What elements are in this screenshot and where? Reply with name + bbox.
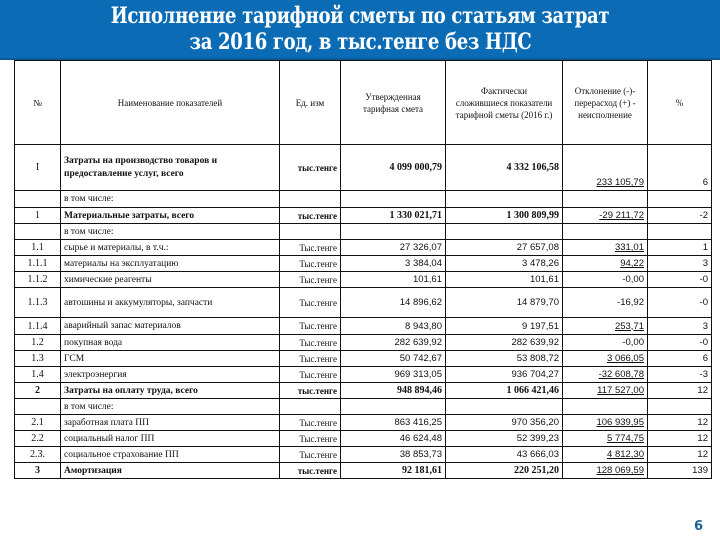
cell-fact: 9 197,51 xyxy=(446,318,563,335)
cell-num xyxy=(15,191,61,208)
title-band xyxy=(0,0,720,60)
table-row xyxy=(15,383,712,399)
cell-name: социальное страхование ПП xyxy=(61,447,280,463)
cell-deviation: 117 527,00 xyxy=(563,383,648,399)
cell-plan: 8 943,80 xyxy=(341,318,446,335)
cell-deviation: 128 069,59 xyxy=(563,463,648,479)
cell-name: автошины и аккумуляторы, запчасти xyxy=(61,288,280,318)
cell-name: Затраты на производство товаров и предоставление услуг, всего xyxy=(61,145,280,191)
cell-name: электроэнергия xyxy=(61,367,280,383)
table-row xyxy=(15,240,712,256)
cell-percent: -0 xyxy=(648,272,712,288)
header-plan: Утвержденная тарифная смета xyxy=(341,61,446,145)
header-num: № xyxy=(15,61,61,145)
table-row xyxy=(15,335,712,351)
table-row xyxy=(15,415,712,431)
cell-name: в том числе: xyxy=(61,191,280,208)
cell-fact xyxy=(446,191,563,208)
cell-percent: -0 xyxy=(648,335,712,351)
cell-fact: 1 300 809,99 xyxy=(446,208,563,224)
cell-unit xyxy=(280,399,341,415)
table-row xyxy=(15,463,712,479)
cell-unit: тыс.тенге xyxy=(280,145,341,191)
table-row xyxy=(15,367,712,383)
cell-num: 1.4 xyxy=(15,367,61,383)
cell-unit: Тыс.тенге xyxy=(280,447,341,463)
cell-name: Материальные затраты, всего xyxy=(61,208,280,224)
cell-unit: Тыс.тенге xyxy=(280,240,341,256)
cell-plan: 27 326,07 xyxy=(341,240,446,256)
cell-fact: 4 332 106,58 xyxy=(446,145,563,191)
cell-name: аварийный запас материалов xyxy=(61,318,280,335)
cell-num: 2 xyxy=(15,383,61,399)
cell-percent: 12 xyxy=(648,383,712,399)
cell-plan: 38 853,73 xyxy=(341,447,446,463)
cell-plan: 101,61 xyxy=(341,272,446,288)
cell-unit: тыс.тенге xyxy=(280,383,341,399)
cell-num: 1.2 xyxy=(15,335,61,351)
cell-name: заработная плата ПП xyxy=(61,415,280,431)
table-row xyxy=(15,256,712,272)
table-row xyxy=(15,399,712,415)
cell-num: 2.3. xyxy=(15,447,61,463)
cell-percent: -0 xyxy=(648,288,712,318)
cell-deviation xyxy=(563,399,648,415)
table-row xyxy=(15,145,712,191)
cell-fact xyxy=(446,224,563,240)
cell-fact: 53 808,72 xyxy=(446,351,563,367)
cell-plan: 46 624,48 xyxy=(341,431,446,447)
cell-name: социальный налог ПП xyxy=(61,431,280,447)
cell-unit: Тыс.тенге xyxy=(280,335,341,351)
cell-fact: 101,61 xyxy=(446,272,563,288)
cell-fact: 282 639,92 xyxy=(446,335,563,351)
cell-percent xyxy=(648,399,712,415)
cell-plan: 948 894,46 xyxy=(341,383,446,399)
cell-num: I xyxy=(15,145,61,191)
header-percent: % xyxy=(648,61,712,145)
cell-deviation: 4 812,30 xyxy=(563,447,648,463)
cell-num: 1.1.1 xyxy=(15,256,61,272)
cell-name: Амортизация xyxy=(61,463,280,479)
cell-name: Затраты на оплату труда, всего xyxy=(61,383,280,399)
cell-percent: 12 xyxy=(648,431,712,447)
cell-plan: 969 313,05 xyxy=(341,367,446,383)
cell-deviation: 253,71 xyxy=(563,318,648,335)
table-row xyxy=(15,191,712,208)
cell-plan xyxy=(341,399,446,415)
table-row xyxy=(15,351,712,367)
cell-deviation: 94,22 xyxy=(563,256,648,272)
cell-percent: 3 xyxy=(648,256,712,272)
table-row xyxy=(15,431,712,447)
cell-num: 1 xyxy=(15,208,61,224)
cell-percent: -3 xyxy=(648,367,712,383)
cell-deviation: -29 211,72 xyxy=(563,208,648,224)
cell-deviation: 331,01 xyxy=(563,240,648,256)
cell-name: сырье и материалы, в т.ч.: xyxy=(61,240,280,256)
cell-fact: 43 666,03 xyxy=(446,447,563,463)
cell-name: химические реагенты xyxy=(61,272,280,288)
table-row xyxy=(15,447,712,463)
cell-plan: 92 181,61 xyxy=(341,463,446,479)
cell-percent: 6 xyxy=(648,145,712,191)
cell-plan: 14 896,62 xyxy=(341,288,446,318)
table-row xyxy=(15,224,712,240)
cell-num: 2.1 xyxy=(15,415,61,431)
cell-fact: 27 657,08 xyxy=(446,240,563,256)
header-name: Наименование показателей xyxy=(61,61,280,145)
cell-unit: тыс.тенге xyxy=(280,208,341,224)
cell-deviation: 3 066,05 xyxy=(563,351,648,367)
cell-num: 1.1.2 xyxy=(15,272,61,288)
cell-unit: Тыс.тенге xyxy=(280,318,341,335)
table-row xyxy=(15,318,712,335)
cell-plan: 1 330 021,71 xyxy=(341,208,446,224)
cell-percent: 6 xyxy=(648,351,712,367)
cell-percent: -2 xyxy=(648,208,712,224)
cell-fact: 970 356,20 xyxy=(446,415,563,431)
cell-deviation xyxy=(563,191,648,208)
cell-percent: 3 xyxy=(648,318,712,335)
table-row xyxy=(15,208,712,224)
cell-fact: 1 066 421,46 xyxy=(446,383,563,399)
cell-deviation xyxy=(563,224,648,240)
header-deviation: Отклонение (-)- перерасход (+) - неисполнение xyxy=(563,61,648,145)
cell-deviation: 106 939,95 xyxy=(563,415,648,431)
cell-num xyxy=(15,224,61,240)
cell-fact: 52 399,23 xyxy=(446,431,563,447)
cell-num: 2.2 xyxy=(15,431,61,447)
cell-percent: 12 xyxy=(648,447,712,463)
cell-unit: Тыс.тенге xyxy=(280,415,341,431)
header-unit: Ед. изм xyxy=(280,61,341,145)
cell-num: 1.3 xyxy=(15,351,61,367)
page-title-line-1: Исполнение тарифной сметы по статьям затрат xyxy=(110,3,610,29)
cell-unit xyxy=(280,224,341,240)
table-row xyxy=(15,272,712,288)
cell-fact: 14 879,70 xyxy=(446,288,563,318)
cell-unit: тыс.тенге xyxy=(280,463,341,479)
cell-name: в том числе: xyxy=(61,224,280,240)
cell-plan: 50 742,67 xyxy=(341,351,446,367)
cell-fact: 220 251,20 xyxy=(446,463,563,479)
header-fact: Фактически сложившиеся показатели тарифной сметы (2016 г.) xyxy=(446,61,563,145)
cell-unit: Тыс.тенге xyxy=(280,256,341,272)
cell-num: 3 xyxy=(15,463,61,479)
cell-plan xyxy=(341,191,446,208)
cell-name: ГСМ xyxy=(61,351,280,367)
cell-fact: 936 704,27 xyxy=(446,367,563,383)
cell-num: 1.1 xyxy=(15,240,61,256)
cell-unit xyxy=(280,191,341,208)
cell-unit: Тыс.тенге xyxy=(280,431,341,447)
page-title-line-2: за 2016 год, в тыс.тенге без НДС xyxy=(189,29,531,55)
cell-unit: Тыс.тенге xyxy=(280,272,341,288)
cell-plan: 4 099 000,79 xyxy=(341,145,446,191)
cell-deviation: -16,92 xyxy=(563,288,648,318)
cell-unit: Тыс.тенге xyxy=(280,351,341,367)
cell-plan xyxy=(341,224,446,240)
cell-num xyxy=(15,399,61,415)
cell-num: 1.1.3 xyxy=(15,288,61,318)
table-row xyxy=(15,288,712,318)
cell-plan: 863 416,25 xyxy=(341,415,446,431)
cell-percent xyxy=(648,191,712,208)
cell-unit: Тыс.тенге xyxy=(280,288,341,318)
cell-plan: 282 639,92 xyxy=(341,335,446,351)
tariff-execution-table xyxy=(14,60,712,479)
cell-name: покупная вода xyxy=(61,335,280,351)
cell-unit: Тыс.тенге xyxy=(280,367,341,383)
cell-name: в том числе: xyxy=(61,399,280,415)
cell-deviation: -0,00 xyxy=(563,272,648,288)
cell-num: 1.1.4 xyxy=(15,318,61,335)
cell-deviation: 233 105,79 xyxy=(563,145,648,191)
table-header-row xyxy=(15,61,712,145)
cell-percent xyxy=(648,224,712,240)
cell-percent: 12 xyxy=(648,415,712,431)
cell-deviation: -0,00 xyxy=(563,335,648,351)
cell-fact: 3 478,26 xyxy=(446,256,563,272)
page-number: 6 xyxy=(694,519,704,534)
cell-percent: 139 xyxy=(648,463,712,479)
cell-deviation: 5 774,75 xyxy=(563,431,648,447)
cell-percent: 1 xyxy=(648,240,712,256)
cell-fact xyxy=(446,399,563,415)
cell-deviation: -32 608,78 xyxy=(563,367,648,383)
cell-name: материалы на эксплуатацию xyxy=(61,256,280,272)
cell-plan: 3 384,04 xyxy=(341,256,446,272)
